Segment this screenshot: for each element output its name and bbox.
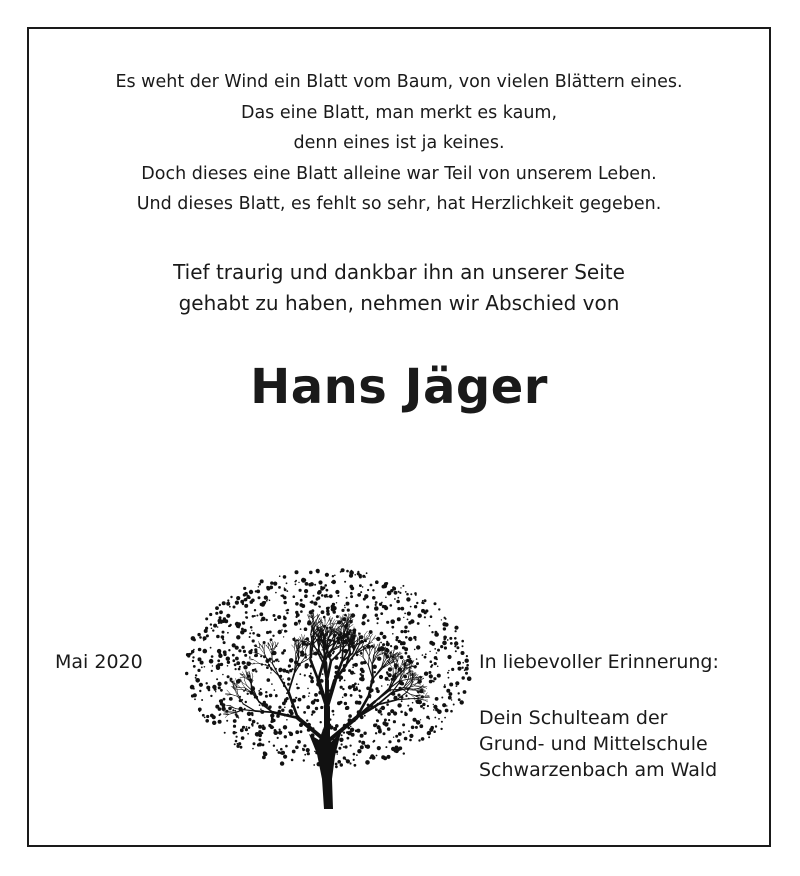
signers [479, 705, 717, 783]
obituary-frame [27, 27, 771, 847]
poem-line: Es weht der Wind ein Blatt vom Baum, von vielen Blättern eines. [115, 72, 683, 92]
farewell-intro [29, 257, 769, 319]
poem-line: Doch dieses eine Blatt alleine war Teil von unserem Leben. [141, 163, 657, 184]
signer-line: Dein Schulteam der [479, 707, 668, 729]
signer-line: Grund- und Mittelschule [479, 733, 708, 755]
intro-line: gehabt zu haben, nehmen wir Abschied von [178, 291, 620, 315]
poem-line: denn eines ist ja keines. [293, 133, 505, 153]
obituary-date: Mai 2020 [55, 651, 143, 673]
intro-line: Tief traurig und dankbar ihn an unserer Seite [173, 260, 625, 284]
memory-heading: In liebevoller Erinnerung: [479, 651, 719, 673]
signer-line: Schwarzenbach am Wald [479, 759, 718, 781]
deceased-name: Hans Jäger [250, 359, 548, 415]
poem [29, 67, 769, 220]
tree-icon [181, 564, 476, 809]
poem-line: Und dieses Blatt, es fehlt so sehr, hat Herzlichkeit gegeben. [136, 194, 662, 214]
poem-line: Das eine Blatt, man merkt es kaum, [240, 102, 558, 123]
